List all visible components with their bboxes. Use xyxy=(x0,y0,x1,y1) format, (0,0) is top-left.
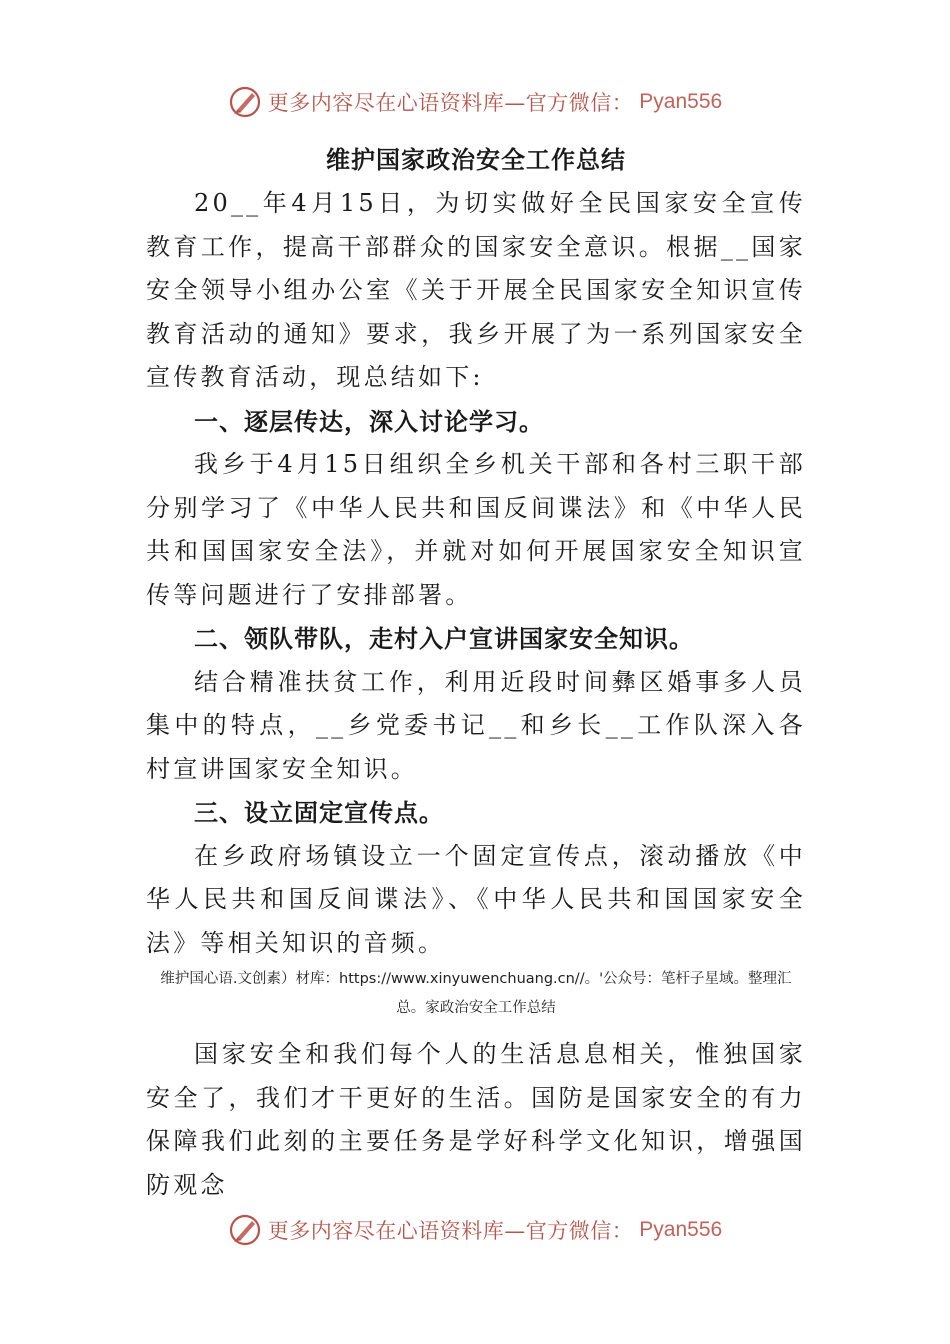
closing-paragraph: 国家安全和我们每个人的生活息息相关，惟独国家安全了，我们才干更好的生活。国防是国家安全的有力保障我们此刻的主要任务是学好科学文化知识，增强国防观念 xyxy=(146,1040,806,1199)
pen-logo-icon xyxy=(228,85,262,119)
watermark-wechat-id: Pyan556 xyxy=(639,90,723,113)
section-heading-1: 一、逐层传达，深入讨论学习。 xyxy=(194,406,544,436)
section-heading-2: 二、领队带队，走村入户宣讲国家安全知识。 xyxy=(194,624,694,653)
document-title: 维护国家政治安全工作总结 xyxy=(326,145,626,174)
intro-paragraph: 20__年4月15日，为切实做好全民国家安全宣传教育工作，提高干部群众的国家安全意识。根据__国家安全领导小组办公室《关于开展全民国家安全知识宣传教育活动的通知》要求，我乡开展了为一系列国家安全宣传教育活动，现总结如下: xyxy=(146,189,806,391)
watermark-banner-top xyxy=(0,80,950,124)
source-note: 维护国心语.文创素）材库：https://www.xinyuwenchuang.cn//。'公众号：笔杆子星域。整理汇总。家政治安全工作总结 xyxy=(160,971,792,1016)
pen-logo-icon xyxy=(228,1213,262,1247)
watermark-banner-bottom xyxy=(0,1208,950,1252)
document-body xyxy=(146,140,806,1207)
section-heading-3: 三、设立固定宣传点。 xyxy=(194,798,444,827)
section-body-1: 我乡于4月15日组织全乡机关干部和各村三职干部分别学习了《中华人民共和国反间谍法》和《中华人民共和国国家安全法》，并就对如何开展国家安全知识宣传等问题进行了安排部署。 xyxy=(146,450,806,609)
watermark-wechat-id: Pyan556 xyxy=(639,1218,723,1241)
section-body-2: 结合精准扶贫工作，利用近段时间彝区婚事多人员集中的特点，__乡党委书记__和乡长__工作队深入各村宣讲国家安全知识。 xyxy=(146,667,806,783)
watermark-text: 更多内容尽在心语资料库—官方微信： xyxy=(267,91,634,115)
watermark-text: 更多内容尽在心语资料库—官方微信： xyxy=(267,1219,634,1243)
section-body-3: 在乡政府场镇设立一个固定宣传点，滚动播放《中华人民共和国反间谍法》、《中华人民共和国国家安全法》等相关知识的音频。 xyxy=(146,841,806,957)
